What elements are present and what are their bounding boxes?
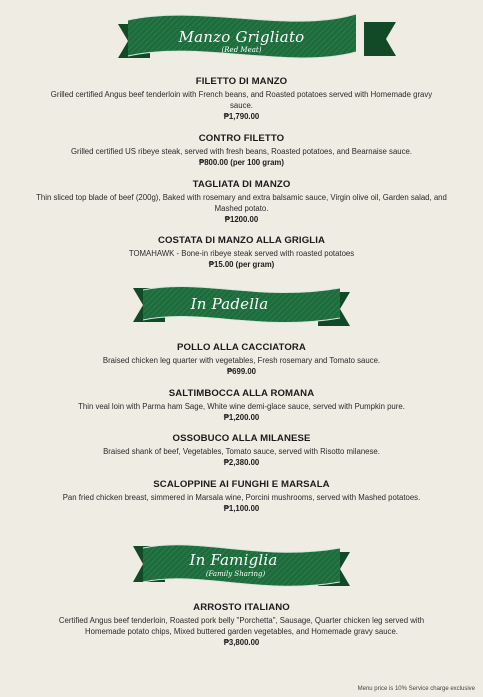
item-name: POLLO ALLA CACCIATORA xyxy=(177,342,306,353)
item-price: ₱800.00 (per 100 gram) xyxy=(199,158,284,167)
item-description: Certified Angus beef tenderloin, Roasted pork belly "Porchetta", Sausage, Quarter chicken leg served with Homemade potato chips, Mixed buttered garden vegetables, and Homemade gravy sauce. xyxy=(58,616,425,636)
item-price: ₱15.00 (per gram) xyxy=(208,260,275,269)
item-price: ₱1,200.00 xyxy=(223,413,260,422)
item-name: SCALOPPINE AI FUNGHI E MARSALA xyxy=(153,479,330,490)
menu-item xyxy=(20,235,463,269)
item-description: Braised chicken leg quarter with vegetables, Fresh rosemary and Tomato sauce. xyxy=(102,356,381,365)
section-banner-red-meat xyxy=(0,8,483,70)
item-name: SALTIMBOCCA ALLA ROMANA xyxy=(168,388,315,399)
item-description: Braised shank of beef, Vegetables, Tomato sauce, served with Risotto milanese. xyxy=(103,447,380,456)
menu-item xyxy=(20,179,463,224)
section-title: In Padella xyxy=(190,295,269,313)
menu-item xyxy=(20,342,463,376)
item-name: COSTATA DI MANZO ALLA GRIGLIA xyxy=(157,235,326,246)
item-description: Grilled certified US ribeye steak, served with fresh beans, Roasted potatoes, and Bearnaise sauce. xyxy=(70,147,413,156)
item-price: ₱699.00 xyxy=(226,367,257,376)
item-name: TAGLIATA DI MANZO xyxy=(192,179,291,190)
footer-note: Menu price is 10% Service charge exclusive xyxy=(357,686,475,692)
item-price: ₱2,380.00 xyxy=(223,458,260,467)
item-description: TOMAHAWK - Bone-in ribeye steak served with roasted potatoes xyxy=(128,249,355,258)
section-banner-family-sharing xyxy=(0,538,483,596)
section-banner-in-padella xyxy=(0,280,483,330)
item-name: OSSOBUCO ALLA MILANESE xyxy=(172,433,311,444)
section-subtitle: (Family Sharing) xyxy=(205,570,266,578)
menu-item xyxy=(20,76,463,121)
item-name: CONTRO FILETTO xyxy=(198,133,285,144)
item-price: ₱1200.00 xyxy=(224,215,259,224)
section-subtitle: (Red Meat) xyxy=(221,46,262,54)
menu-item xyxy=(20,433,463,467)
menu-item xyxy=(20,479,463,513)
item-description: Thin sliced top blade of beef (200g), Baked with rosemary and extra balsamic sauce, Virgin olive oil, Garden salad, and Mashed potato. xyxy=(36,193,447,213)
menu-item xyxy=(20,388,463,422)
section-title: Manzo Grigliato xyxy=(178,28,305,46)
section-title: In Famiglia xyxy=(189,551,278,569)
item-price: ₱1,790.00 xyxy=(223,112,260,121)
item-price: ₱1,100.00 xyxy=(223,504,260,513)
item-description: Thin veal loin with Parma ham Sage, White wine demi-glace sauce, served with Pumpkin pure. xyxy=(78,402,405,411)
item-name: ARROSTO ITALIANO xyxy=(193,602,290,613)
menu-item xyxy=(20,133,463,167)
item-description: Grilled certified Angus beef tenderloin with French beans, and Roasted potatoes served with Homemade gravy sauce. xyxy=(50,90,433,110)
item-name: FILETTO DI MANZO xyxy=(195,76,288,87)
item-price: ₱3,800.00 xyxy=(223,638,260,647)
item-description: Pan fried chicken breast, simmered in Marsala wine, Porcini mushrooms, served with Mashed potatoes. xyxy=(62,493,421,502)
menu-item xyxy=(20,602,463,647)
